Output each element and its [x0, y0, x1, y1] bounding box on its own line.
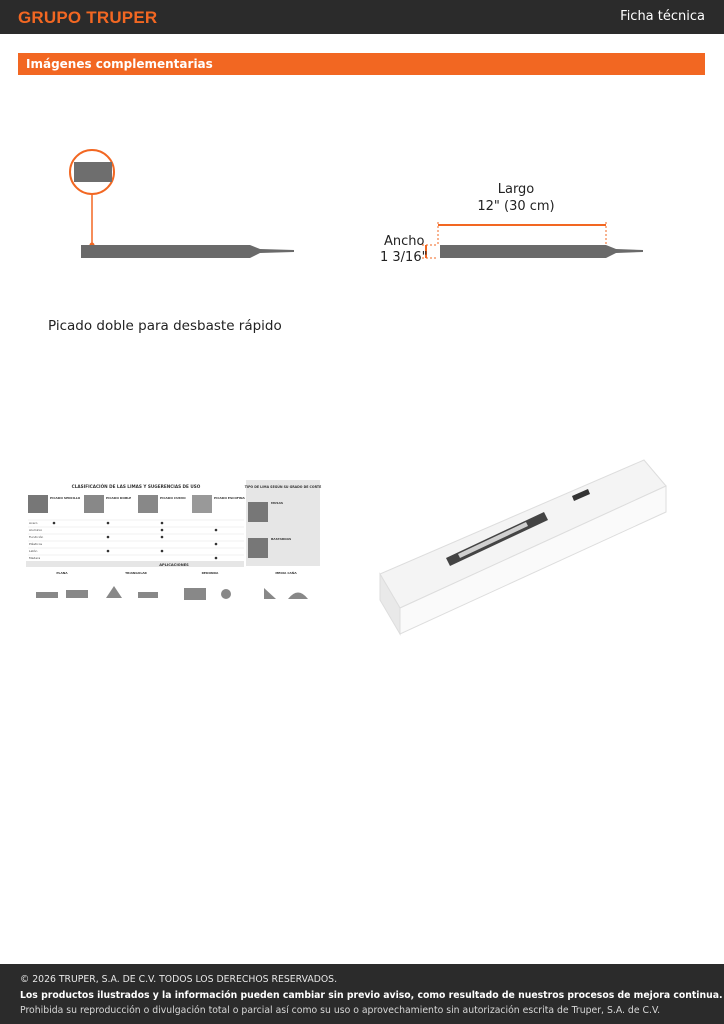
guide-cut-1: MUSAS [271, 501, 284, 505]
guide-row-4: Plásticos [29, 542, 43, 546]
guide-swatch-3 [138, 495, 158, 513]
guide-title: CLASIFICACIÓN DE LAS LIMAS Y SUGERENCIAS DE USO [71, 484, 201, 489]
brand-logo: GRUPO TRUPER [18, 8, 158, 27]
guide-app-1: PLANA [56, 571, 68, 575]
guide-row-1: Acero [29, 521, 38, 525]
guide-row-6: Madera [29, 556, 41, 560]
length-value: 12" (30 cm) [477, 199, 555, 214]
guide-col-1: PICADO SENCILLO [50, 496, 81, 500]
feature-caption: Picado doble para desbaste rápido [48, 318, 282, 334]
footer-copyright: © 2026 TRUPER, S.A. DE C.V. TODOS LOS DERECHOS RESERVADOS. [20, 974, 338, 985]
footer-legal: Prohibida su reproducción o divulgación total o parcial así como su uso o aprovechamiento sin autorización escrita de Truper, S.A. de C.V. [20, 1005, 661, 1016]
guide-col-2: PICADO DOBLE [106, 496, 132, 500]
zoom-texture-swatch [74, 162, 112, 182]
guide-side-title: TIPO DE LIMA SEGÚN SU GRADO DE CORTE [244, 485, 322, 489]
length-label: Largo [497, 182, 535, 197]
width-label: Ancho [384, 234, 425, 249]
file-body-left [81, 245, 294, 258]
guide-app-4: MEDIA CAÑA [275, 571, 297, 575]
guide-swatch-1 [28, 495, 48, 513]
document-type-label: Ficha técnica [620, 9, 705, 24]
section-title: Imágenes complementarias [26, 57, 213, 71]
footer-notice: Los productos ilustrados y la información pueden cambiar sin previo aviso, como resultado de nuestros procesos de mejora continua. [20, 990, 723, 1001]
guide-col-3: PICADO CURVO [160, 496, 186, 500]
guide-row-2: Aluminio [29, 528, 43, 532]
guide-row-3: Fundición [29, 535, 44, 539]
file-usage-guide-image [26, 478, 322, 608]
box-top-face [380, 460, 666, 608]
width-value: 1 3/16" [380, 250, 428, 265]
guide-swatch-4 [192, 495, 212, 513]
guide-col-4: PICADO ESCOFINA [214, 496, 245, 500]
page-footer [0, 964, 724, 1024]
guide-app-2: TRIANGULAR [125, 571, 147, 575]
guide-row-5: Latón [29, 549, 38, 553]
guide-cut-2: BASTARDAS [271, 537, 292, 541]
guide-app-3: REDONDA [201, 571, 219, 575]
guide-applications-title: APLICACIONES [159, 563, 189, 567]
guide-swatch-2 [84, 495, 104, 513]
file-body-right [440, 245, 643, 258]
product-packaging-image [376, 456, 672, 638]
